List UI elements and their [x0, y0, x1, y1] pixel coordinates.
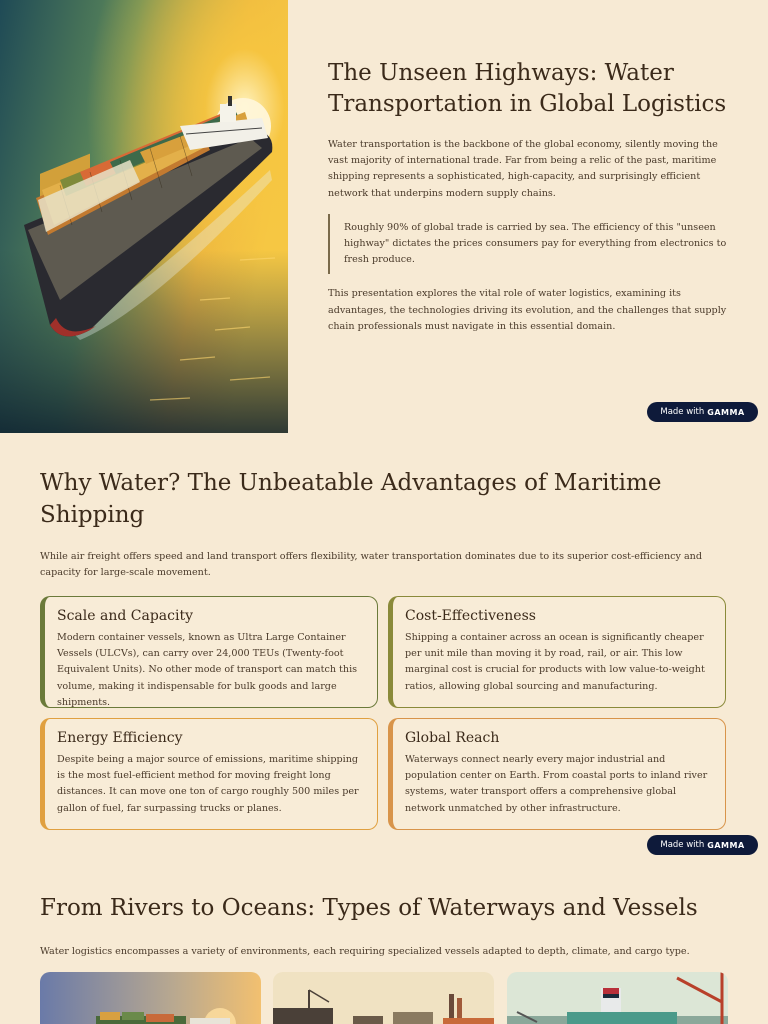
section-title: Why Water? The Unbeatable Advantages of Maritime Shipping	[40, 470, 662, 528]
made-with-gamma-badge[interactable]	[647, 835, 758, 855]
outro-paragraph: This presentation explores the vital role of water logistics, examining its advantages, the technologies driving its evolution, and the challenges that supply chain professionals must navigate in this essential domain.	[328, 288, 727, 332]
section-title: From Rivers to Oceans: Types of Waterways and Vessels	[40, 895, 698, 921]
quote-text: Roughly 90% of global trade is carried by sea. The efficiency of this "unseen highway" dictates the prices consumers pay for everything from electronics to fresh produce.	[344, 221, 727, 266]
gamma-logo: GAMMA	[707, 840, 745, 850]
made-with-gamma-badge[interactable]	[647, 402, 758, 422]
card-body: Shipping a container across an ocean is significantly cheaper per unit mile than moving it by road, rail, or air. This low marginal cost is crucial for products with low value-to-weight ratios, allowing global sourcing and manufacturing.	[405, 632, 705, 692]
blockquote	[328, 214, 728, 275]
page-title: The Unseen Highways: Water Transportation in Global Logistics	[328, 60, 727, 117]
river-port-image	[273, 972, 494, 1024]
waterway-images	[40, 972, 728, 1024]
card-title: Cost-Effectiveness	[405, 608, 536, 624]
gamma-logo: GAMMA	[707, 407, 745, 417]
advantages-grid	[40, 596, 728, 830]
waterways-section	[40, 892, 728, 960]
card-energy-efficiency	[40, 718, 378, 830]
card-scale-capacity	[40, 596, 378, 708]
card-body: Modern container vessels, known as Ultra Large Container Vessels (ULCVs), can carry over 24,000 TEUs (Twenty-foot Equivalent Units). No other mode of transport can match this volume, making it indispensable for bulk goods and large shipments.	[57, 632, 358, 708]
ocean-vessel-image	[40, 972, 261, 1024]
section-lead: Water logistics encompasses a variety of environments, each requiring specialized vessels adapted to depth, climate, and cargo type.	[40, 946, 690, 957]
card-title: Energy Efficiency	[57, 730, 183, 746]
hero-text	[328, 58, 728, 335]
card-title: Global Reach	[405, 730, 500, 746]
intro-paragraph: Water transportation is the backbone of the global economy, silently moving the vast majority of international trade. Far from being a relic of the past, maritime shipping represents a sophisticated, high-capacity, and surprisingly efficient network that underpins modern supply chains.	[328, 139, 718, 199]
advantages-section	[40, 467, 728, 581]
card-body: Despite being a major source of emissions, maritime shipping is the most fuel-efficient method for moving freight long distances. It can move one ton of cargo roughly 500 miles per gallon of fuel, far surpassing trucks or planes.	[57, 754, 359, 814]
hero-slide	[0, 0, 768, 433]
cargo-ship-image	[0, 0, 288, 433]
badge-prefix: Made with	[660, 407, 705, 417]
card-global-reach	[388, 718, 726, 830]
badge-prefix: Made with	[660, 840, 705, 850]
card-body: Waterways connect nearly every major industrial and population center on Earth. From coastal ports to inland river systems, water transport offers a comprehensive global network unmatched by other infrastructure.	[405, 754, 708, 814]
specialized-vessel-image	[507, 972, 728, 1024]
section-lead: While air freight offers speed and land transport offers flexibility, water transportation dominates due to its superior cost-efficiency and capacity for large-scale movement.	[40, 551, 703, 579]
card-title: Scale and Capacity	[57, 608, 193, 624]
card-cost-effectiveness	[388, 596, 726, 708]
